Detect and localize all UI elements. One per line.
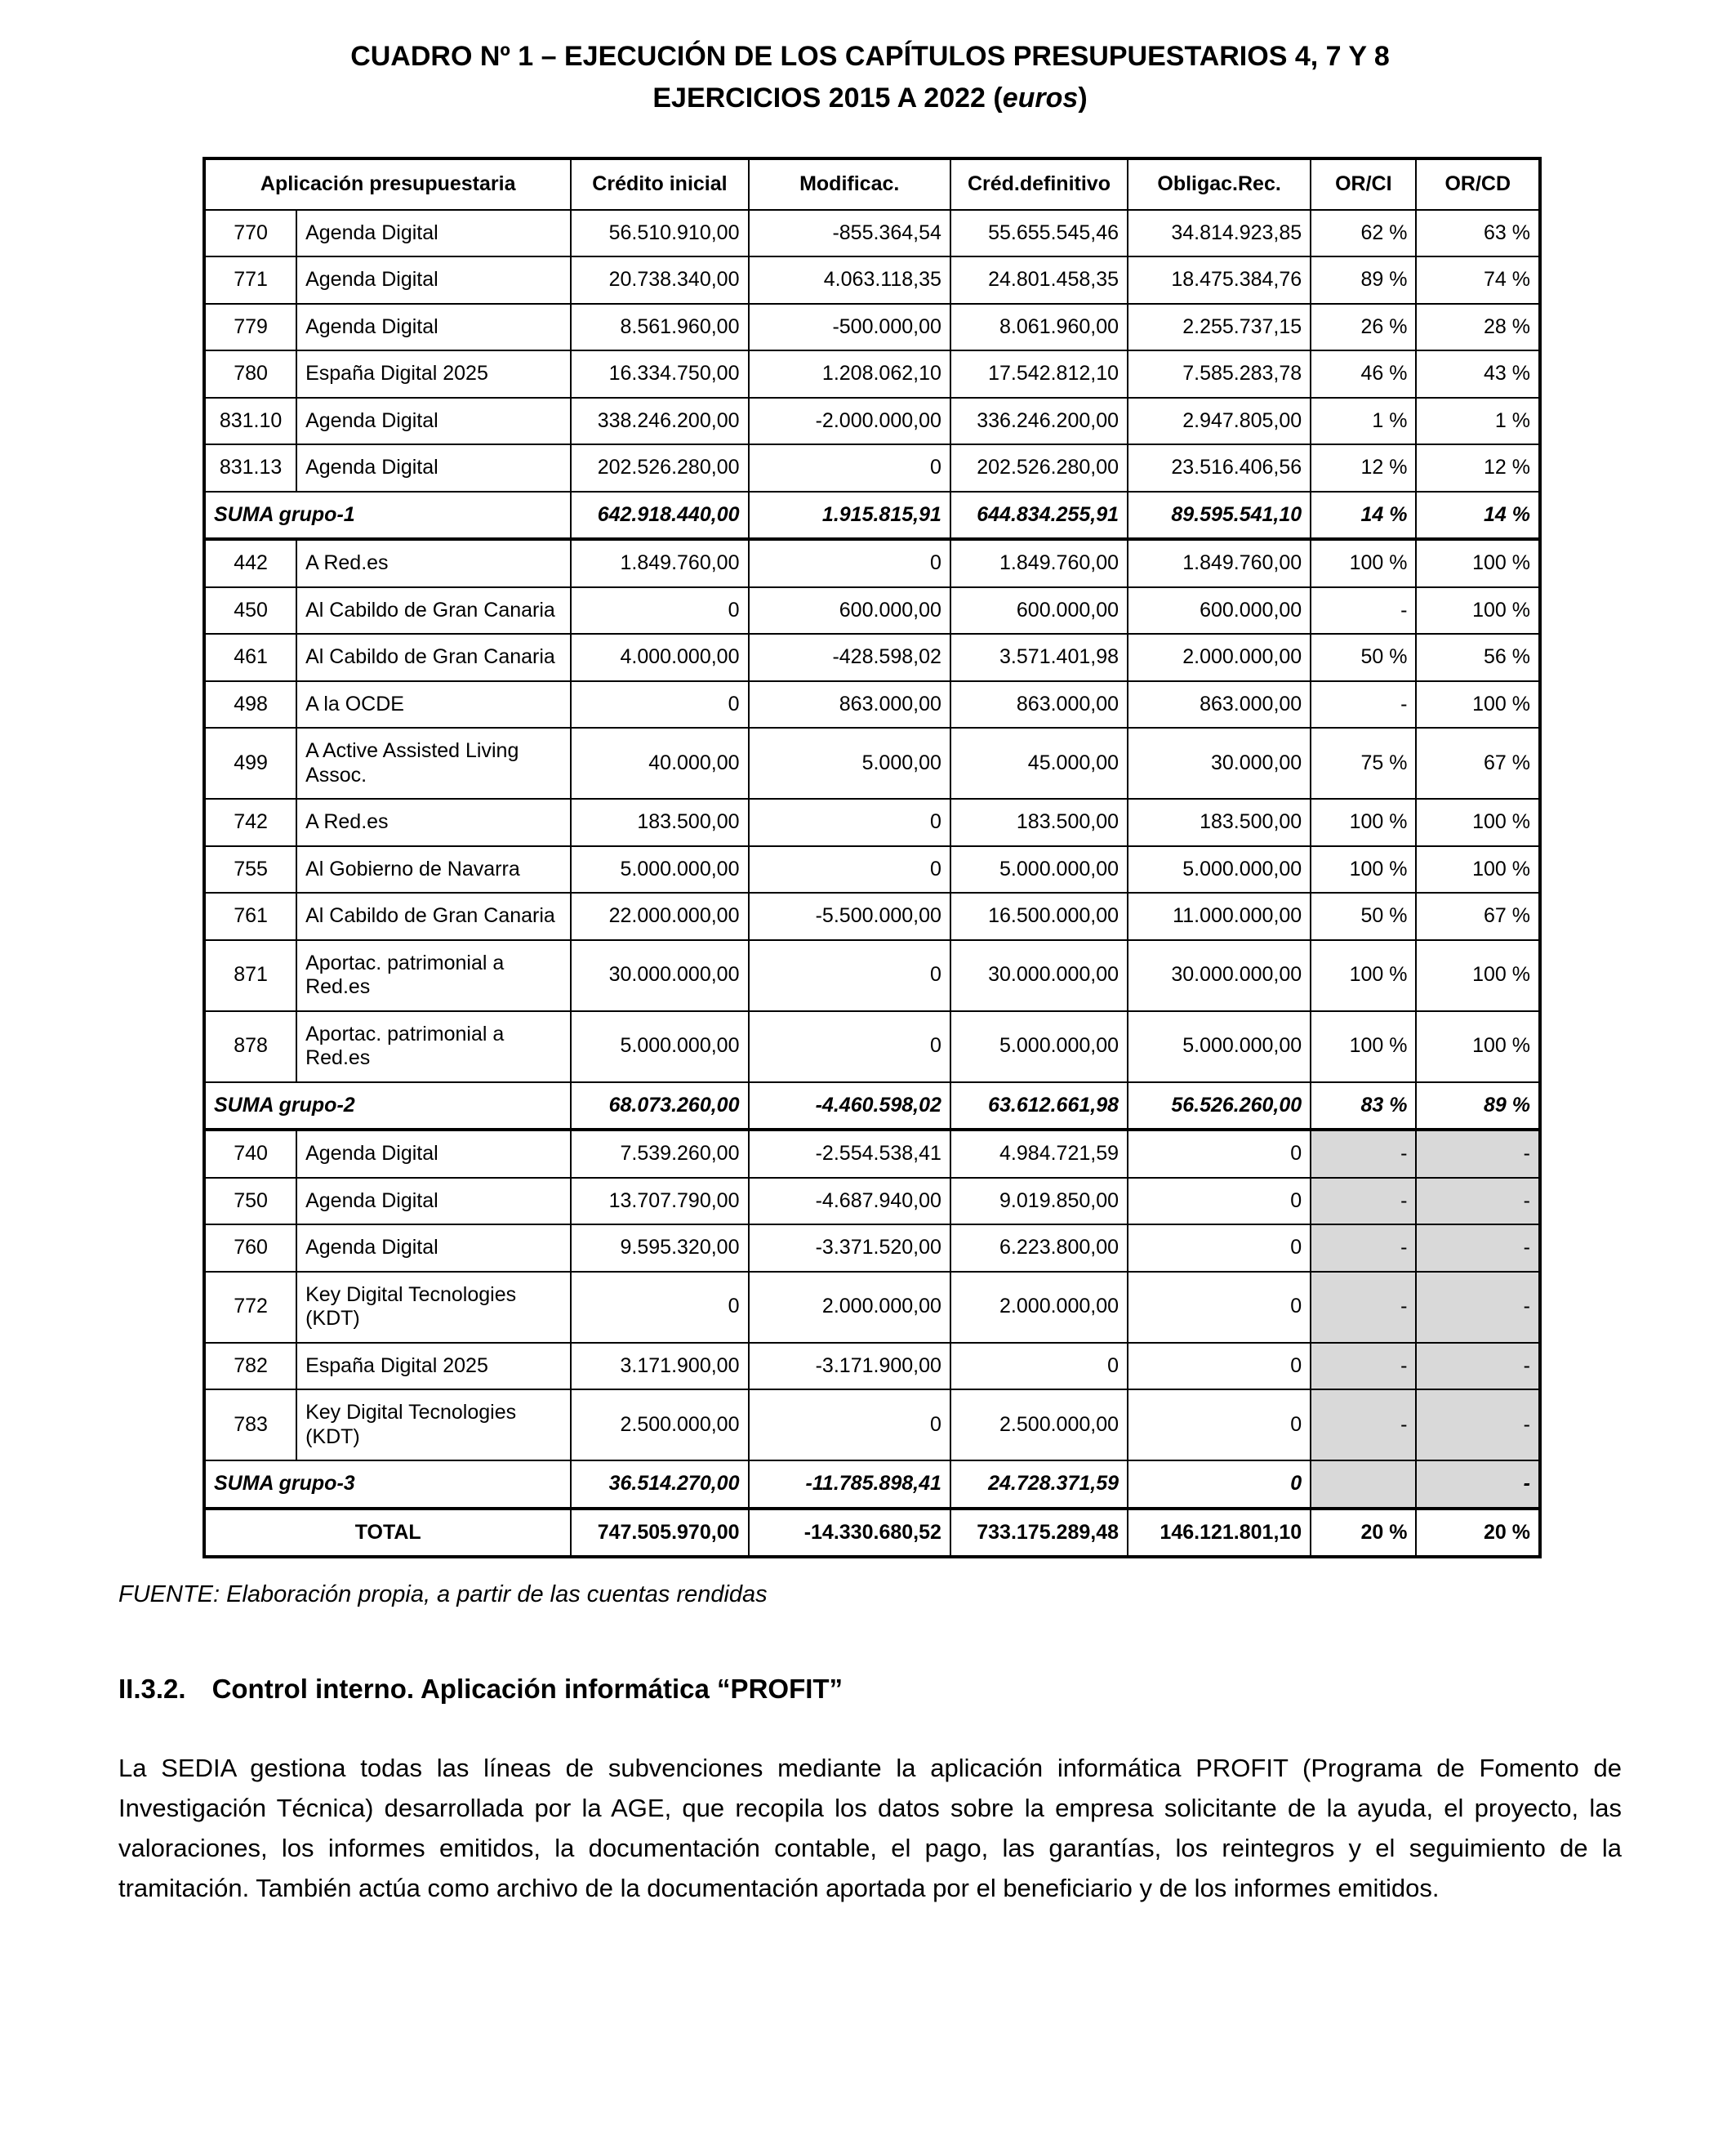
or-ci-cell: - (1311, 1130, 1416, 1178)
row-code: 761 (204, 893, 296, 940)
table-row (204, 1343, 1540, 1390)
row-concept: Agenda Digital (296, 304, 571, 351)
modificac-cell: 1.915.815,91 (749, 492, 950, 540)
row-concept: Agenda Digital (296, 398, 571, 445)
or-cd-cell: 1 % (1416, 398, 1540, 445)
cred-definitivo-cell: 17.542.812,10 (950, 350, 1128, 398)
or-cd-cell: 89 % (1416, 1082, 1540, 1130)
or-ci-cell: 26 % (1311, 304, 1416, 351)
obligac-rec-cell: 146.121.801,10 (1128, 1509, 1311, 1558)
or-cd-cell: - (1416, 1272, 1540, 1343)
table-row (204, 1011, 1540, 1082)
modificac-cell: 600.000,00 (749, 587, 950, 635)
credito-inicial-cell: 0 (571, 681, 748, 729)
cred-definitivo-cell: 63.612.661,98 (950, 1082, 1128, 1130)
table-title-line2-suffix: ) (1078, 82, 1088, 114)
row-concept: Al Cabildo de Gran Canaria (296, 893, 571, 940)
table-title-line2-euros: euros (1002, 82, 1079, 114)
row-concept: Aportac. patrimonial a Red.es (296, 940, 571, 1011)
table-title-line2 (652, 82, 1087, 114)
table-row (204, 350, 1540, 398)
table-title-line2-prefix: EJERCICIOS 2015 A 2022 ( (652, 82, 1003, 114)
credito-inicial-cell: 8.561.960,00 (571, 304, 748, 351)
row-concept: Al Cabildo de Gran Canaria (296, 634, 571, 681)
row-code: 771 (204, 256, 296, 304)
credito-inicial-cell: 0 (571, 587, 748, 635)
cred-definitivo-cell: 30.000.000,00 (950, 940, 1128, 1011)
cred-definitivo-cell: 45.000,00 (950, 728, 1128, 799)
cred-definitivo-cell: 733.175.289,48 (950, 1509, 1128, 1558)
table-row (204, 1389, 1540, 1460)
row-concept: Al Gobierno de Navarra (296, 846, 571, 894)
table-header-row (204, 158, 1540, 210)
modificac-cell: -4.687.940,00 (749, 1178, 950, 1225)
or-cd-cell: 28 % (1416, 304, 1540, 351)
credito-inicial-cell: 16.334.750,00 (571, 350, 748, 398)
row-label: SUMA grupo-2 (204, 1082, 571, 1130)
col-header-obligac-rec: Obligac.Rec. (1128, 158, 1311, 210)
table-row (204, 846, 1540, 894)
body-paragraph: La SEDIA gestiona todas las líneas de subvenciones mediante la aplicación informática PROFIT (Programa de Fomento de Investigación Técnica) desarrollada por la AGE, que recopila los datos sobre la empresa solicitante de la ayuda, el proyecto, las valoraciones, los informes emitidos, la documentación contable, el pago, las garantías, los reintegros y el seguimiento de la tramitación. También actúa como archivo de la documentación aportada por el beneficiario y de los informes emitidos. (118, 1754, 1622, 1902)
row-label: SUMA grupo-1 (204, 492, 571, 540)
table-row (204, 799, 1540, 846)
or-ci-cell: 89 % (1311, 256, 1416, 304)
table-row (204, 681, 1540, 729)
or-cd-cell: 100 % (1416, 539, 1540, 587)
credito-inicial-cell: 56.510.910,00 (571, 210, 748, 257)
table-row (204, 539, 1540, 587)
table-row (204, 1130, 1540, 1178)
or-ci-cell (1311, 1460, 1416, 1509)
or-ci-cell: 1 % (1311, 398, 1416, 445)
modificac-cell: 2.000.000,00 (749, 1272, 950, 1343)
row-concept: España Digital 2025 (296, 1343, 571, 1390)
obligac-rec-cell: 183.500,00 (1128, 799, 1311, 846)
or-cd-cell: 12 % (1416, 444, 1540, 492)
credito-inicial-cell: 202.526.280,00 (571, 444, 748, 492)
or-ci-cell: - (1311, 1272, 1416, 1343)
cred-definitivo-cell: 2.000.000,00 (950, 1272, 1128, 1343)
suma-row (204, 492, 1540, 540)
cred-definitivo-cell: 5.000.000,00 (950, 846, 1128, 894)
cred-definitivo-cell: 9.019.850,00 (950, 1178, 1128, 1225)
cred-definitivo-cell: 24.728.371,59 (950, 1460, 1128, 1509)
or-cd-cell: 67 % (1416, 728, 1540, 799)
or-ci-cell: 100 % (1311, 846, 1416, 894)
suma-row (204, 1082, 1540, 1130)
credito-inicial-cell: 2.500.000,00 (571, 1389, 748, 1460)
col-header-or-cd: OR/CD (1416, 158, 1540, 210)
row-code: 779 (204, 304, 296, 351)
table-row (204, 1224, 1540, 1272)
modificac-cell: -5.500.000,00 (749, 893, 950, 940)
cred-definitivo-cell: 202.526.280,00 (950, 444, 1128, 492)
credito-inicial-cell: 20.738.340,00 (571, 256, 748, 304)
obligac-rec-cell: 30.000.000,00 (1128, 940, 1311, 1011)
row-code: 871 (204, 940, 296, 1011)
credito-inicial-cell: 183.500,00 (571, 799, 748, 846)
modificac-cell: -2.000.000,00 (749, 398, 950, 445)
or-cd-cell: 100 % (1416, 1011, 1540, 1082)
or-ci-cell: - (1311, 681, 1416, 729)
col-header-aplicacion: Aplicación presupuestaria (204, 158, 571, 210)
cred-definitivo-cell: 863.000,00 (950, 681, 1128, 729)
table-title (118, 36, 1622, 119)
row-code: 760 (204, 1224, 296, 1272)
row-concept: Key Digital Tecnologies (KDT) (296, 1389, 571, 1460)
row-code: 755 (204, 846, 296, 894)
or-ci-cell: - (1311, 1389, 1416, 1460)
credito-inicial-cell: 5.000.000,00 (571, 846, 748, 894)
obligac-rec-cell: 0 (1128, 1178, 1311, 1225)
table-row (204, 304, 1540, 351)
modificac-cell: -3.171.900,00 (749, 1343, 950, 1390)
or-cd-cell: 100 % (1416, 681, 1540, 729)
obligac-rec-cell: 0 (1128, 1389, 1311, 1460)
row-code: 499 (204, 728, 296, 799)
or-ci-cell: 100 % (1311, 799, 1416, 846)
row-concept: España Digital 2025 (296, 350, 571, 398)
table-row (204, 893, 1540, 940)
obligac-rec-cell: 18.475.384,76 (1128, 256, 1311, 304)
or-ci-cell: 12 % (1311, 444, 1416, 492)
table-row (204, 210, 1540, 257)
cred-definitivo-cell: 0 (950, 1343, 1128, 1390)
or-ci-cell: 75 % (1311, 728, 1416, 799)
or-cd-cell: 100 % (1416, 846, 1540, 894)
or-cd-cell: - (1416, 1389, 1540, 1460)
or-cd-cell: 14 % (1416, 492, 1540, 540)
row-code: 780 (204, 350, 296, 398)
or-cd-cell: 43 % (1416, 350, 1540, 398)
cred-definitivo-cell: 6.223.800,00 (950, 1224, 1128, 1272)
or-cd-cell: 100 % (1416, 940, 1540, 1011)
table-row (204, 256, 1540, 304)
obligac-rec-cell: 0 (1128, 1272, 1311, 1343)
modificac-cell: -11.785.898,41 (749, 1460, 950, 1509)
or-ci-cell: 100 % (1311, 539, 1416, 587)
row-code: 461 (204, 634, 296, 681)
table-row (204, 728, 1540, 799)
row-concept: A Red.es (296, 799, 571, 846)
table-row (204, 398, 1540, 445)
obligac-rec-cell: 89.595.541,10 (1128, 492, 1311, 540)
credito-inicial-cell: 22.000.000,00 (571, 893, 748, 940)
or-cd-cell: 100 % (1416, 587, 1540, 635)
table-row (204, 1272, 1540, 1343)
row-code: 740 (204, 1130, 296, 1178)
row-code: 878 (204, 1011, 296, 1082)
or-ci-cell: - (1311, 1178, 1416, 1225)
modificac-cell: 0 (749, 799, 950, 846)
obligac-rec-cell: 1.849.760,00 (1128, 539, 1311, 587)
modificac-cell: 0 (749, 1389, 950, 1460)
modificac-cell: -3.371.520,00 (749, 1224, 950, 1272)
credito-inicial-cell: 338.246.200,00 (571, 398, 748, 445)
or-ci-cell: 46 % (1311, 350, 1416, 398)
row-code: 782 (204, 1343, 296, 1390)
section-number: II.3.2. (118, 1674, 186, 1704)
cred-definitivo-cell: 8.061.960,00 (950, 304, 1128, 351)
or-ci-cell: 14 % (1311, 492, 1416, 540)
obligac-rec-cell: 56.526.260,00 (1128, 1082, 1311, 1130)
cred-definitivo-cell: 600.000,00 (950, 587, 1128, 635)
col-header-or-ci: OR/CI (1311, 158, 1416, 210)
cred-definitivo-cell: 336.246.200,00 (950, 398, 1128, 445)
row-code: 831.10 (204, 398, 296, 445)
table-row (204, 634, 1540, 681)
col-header-cred-definitivo: Créd.definitivo (950, 158, 1128, 210)
table-title-line1: CUADRO Nº 1 – EJECUCIÓN DE LOS CAPÍTULOS PRESUPUESTARIOS 4, 7 Y 8 (350, 41, 1390, 72)
obligac-rec-cell: 0 (1128, 1460, 1311, 1509)
obligac-rec-cell: 5.000.000,00 (1128, 1011, 1311, 1082)
credito-inicial-cell: 1.849.760,00 (571, 539, 748, 587)
row-concept: A Active Assisted Living Assoc. (296, 728, 571, 799)
obligac-rec-cell: 30.000,00 (1128, 728, 1311, 799)
modificac-cell: -428.598,02 (749, 634, 950, 681)
credito-inicial-cell: 5.000.000,00 (571, 1011, 748, 1082)
obligac-rec-cell: 863.000,00 (1128, 681, 1311, 729)
row-code: 442 (204, 539, 296, 587)
source-note: FUENTE: Elaboración propia, a partir de las cuentas rendidas (118, 1581, 768, 1607)
or-cd-cell: 56 % (1416, 634, 1540, 681)
section-title: Control interno. Aplicación informática “PROFIT” (211, 1674, 844, 1704)
credito-inicial-cell: 642.918.440,00 (571, 492, 748, 540)
obligac-rec-cell: 0 (1128, 1224, 1311, 1272)
obligac-rec-cell: 11.000.000,00 (1128, 893, 1311, 940)
table-row (204, 444, 1540, 492)
suma-row (204, 1460, 1540, 1509)
obligac-rec-cell: 7.585.283,78 (1128, 350, 1311, 398)
credito-inicial-cell: 747.505.970,00 (571, 1509, 748, 1558)
or-cd-cell: 74 % (1416, 256, 1540, 304)
modificac-cell: -4.460.598,02 (749, 1082, 950, 1130)
cred-definitivo-cell: 16.500.000,00 (950, 893, 1128, 940)
obligac-rec-cell: 23.516.406,56 (1128, 444, 1311, 492)
row-concept: Agenda Digital (296, 1130, 571, 1178)
credito-inicial-cell: 9.595.320,00 (571, 1224, 748, 1272)
or-cd-cell: 63 % (1416, 210, 1540, 257)
credito-inicial-cell: 3.171.900,00 (571, 1343, 748, 1390)
or-ci-cell: - (1311, 1343, 1416, 1390)
credito-inicial-cell: 0 (571, 1272, 748, 1343)
obligac-rec-cell: 0 (1128, 1130, 1311, 1178)
modificac-cell: -500.000,00 (749, 304, 950, 351)
credito-inicial-cell: 68.073.260,00 (571, 1082, 748, 1130)
obligac-rec-cell: 0 (1128, 1343, 1311, 1390)
table-row (204, 587, 1540, 635)
obligac-rec-cell: 5.000.000,00 (1128, 846, 1311, 894)
credito-inicial-cell: 7.539.260,00 (571, 1130, 748, 1178)
credito-inicial-cell: 40.000,00 (571, 728, 748, 799)
row-code: 831.13 (204, 444, 296, 492)
col-header-credito-inicial: Crédito inicial (571, 158, 748, 210)
modificac-cell: 5.000,00 (749, 728, 950, 799)
row-concept: Agenda Digital (296, 1224, 571, 1272)
or-ci-cell: 83 % (1311, 1082, 1416, 1130)
credito-inicial-cell: 30.000.000,00 (571, 940, 748, 1011)
cred-definitivo-cell: 5.000.000,00 (950, 1011, 1128, 1082)
modificac-cell: 0 (749, 539, 950, 587)
credito-inicial-cell: 4.000.000,00 (571, 634, 748, 681)
cred-definitivo-cell: 4.984.721,59 (950, 1130, 1128, 1178)
cred-definitivo-cell: 183.500,00 (950, 799, 1128, 846)
row-code: 770 (204, 210, 296, 257)
obligac-rec-cell: 2.000.000,00 (1128, 634, 1311, 681)
row-concept: A la OCDE (296, 681, 571, 729)
or-ci-cell: 62 % (1311, 210, 1416, 257)
total-row (204, 1509, 1540, 1558)
obligac-rec-cell: 2.255.737,15 (1128, 304, 1311, 351)
modificac-cell: 0 (749, 940, 950, 1011)
modificac-cell: 0 (749, 444, 950, 492)
or-cd-cell: - (1416, 1130, 1540, 1178)
modificac-cell: -2.554.538,41 (749, 1130, 950, 1178)
cred-definitivo-cell: 1.849.760,00 (950, 539, 1128, 587)
modificac-cell: 0 (749, 1011, 950, 1082)
col-header-modificac: Modificac. (749, 158, 950, 210)
or-ci-cell: 50 % (1311, 893, 1416, 940)
row-concept: Agenda Digital (296, 210, 571, 257)
budget-table (203, 157, 1542, 1558)
or-ci-cell: 20 % (1311, 1509, 1416, 1558)
cred-definitivo-cell: 644.834.255,91 (950, 492, 1128, 540)
budget-table-body (204, 210, 1540, 1558)
cred-definitivo-cell: 2.500.000,00 (950, 1389, 1128, 1460)
table-row (204, 940, 1540, 1011)
table-row (204, 1178, 1540, 1225)
credito-inicial-cell: 36.514.270,00 (571, 1460, 748, 1509)
row-label: SUMA grupo-3 (204, 1460, 571, 1509)
obligac-rec-cell: 34.814.923,85 (1128, 210, 1311, 257)
modificac-cell: -14.330.680,52 (749, 1509, 950, 1558)
row-concept: Key Digital Tecnologies (KDT) (296, 1272, 571, 1343)
or-ci-cell: - (1311, 1224, 1416, 1272)
row-concept: Agenda Digital (296, 1178, 571, 1225)
credito-inicial-cell: 13.707.790,00 (571, 1178, 748, 1225)
or-cd-cell: 20 % (1416, 1509, 1540, 1558)
row-code: 750 (204, 1178, 296, 1225)
row-concept: Aportac. patrimonial a Red.es (296, 1011, 571, 1082)
or-ci-cell: 50 % (1311, 634, 1416, 681)
or-ci-cell: - (1311, 587, 1416, 635)
modificac-cell: 1.208.062,10 (749, 350, 950, 398)
row-label: TOTAL (204, 1509, 571, 1558)
section-heading (118, 1674, 1622, 1705)
row-code: 450 (204, 587, 296, 635)
or-ci-cell: 100 % (1311, 1011, 1416, 1082)
or-ci-cell: 100 % (1311, 940, 1416, 1011)
or-cd-cell: 100 % (1416, 799, 1540, 846)
row-code: 498 (204, 681, 296, 729)
or-cd-cell: - (1416, 1224, 1540, 1272)
row-code: 772 (204, 1272, 296, 1343)
modificac-cell: 863.000,00 (749, 681, 950, 729)
obligac-rec-cell: 2.947.805,00 (1128, 398, 1311, 445)
or-cd-cell: - (1416, 1178, 1540, 1225)
modificac-cell: 4.063.118,35 (749, 256, 950, 304)
row-code: 742 (204, 799, 296, 846)
row-concept: Al Cabildo de Gran Canaria (296, 587, 571, 635)
or-cd-cell: - (1416, 1343, 1540, 1390)
cred-definitivo-cell: 55.655.545,46 (950, 210, 1128, 257)
cred-definitivo-cell: 24.801.458,35 (950, 256, 1128, 304)
row-concept: A Red.es (296, 539, 571, 587)
or-cd-cell: - (1416, 1460, 1540, 1509)
modificac-cell: -855.364,54 (749, 210, 950, 257)
or-cd-cell: 67 % (1416, 893, 1540, 940)
row-code: 783 (204, 1389, 296, 1460)
row-concept: Agenda Digital (296, 444, 571, 492)
obligac-rec-cell: 600.000,00 (1128, 587, 1311, 635)
cred-definitivo-cell: 3.571.401,98 (950, 634, 1128, 681)
row-concept: Agenda Digital (296, 256, 571, 304)
modificac-cell: 0 (749, 846, 950, 894)
